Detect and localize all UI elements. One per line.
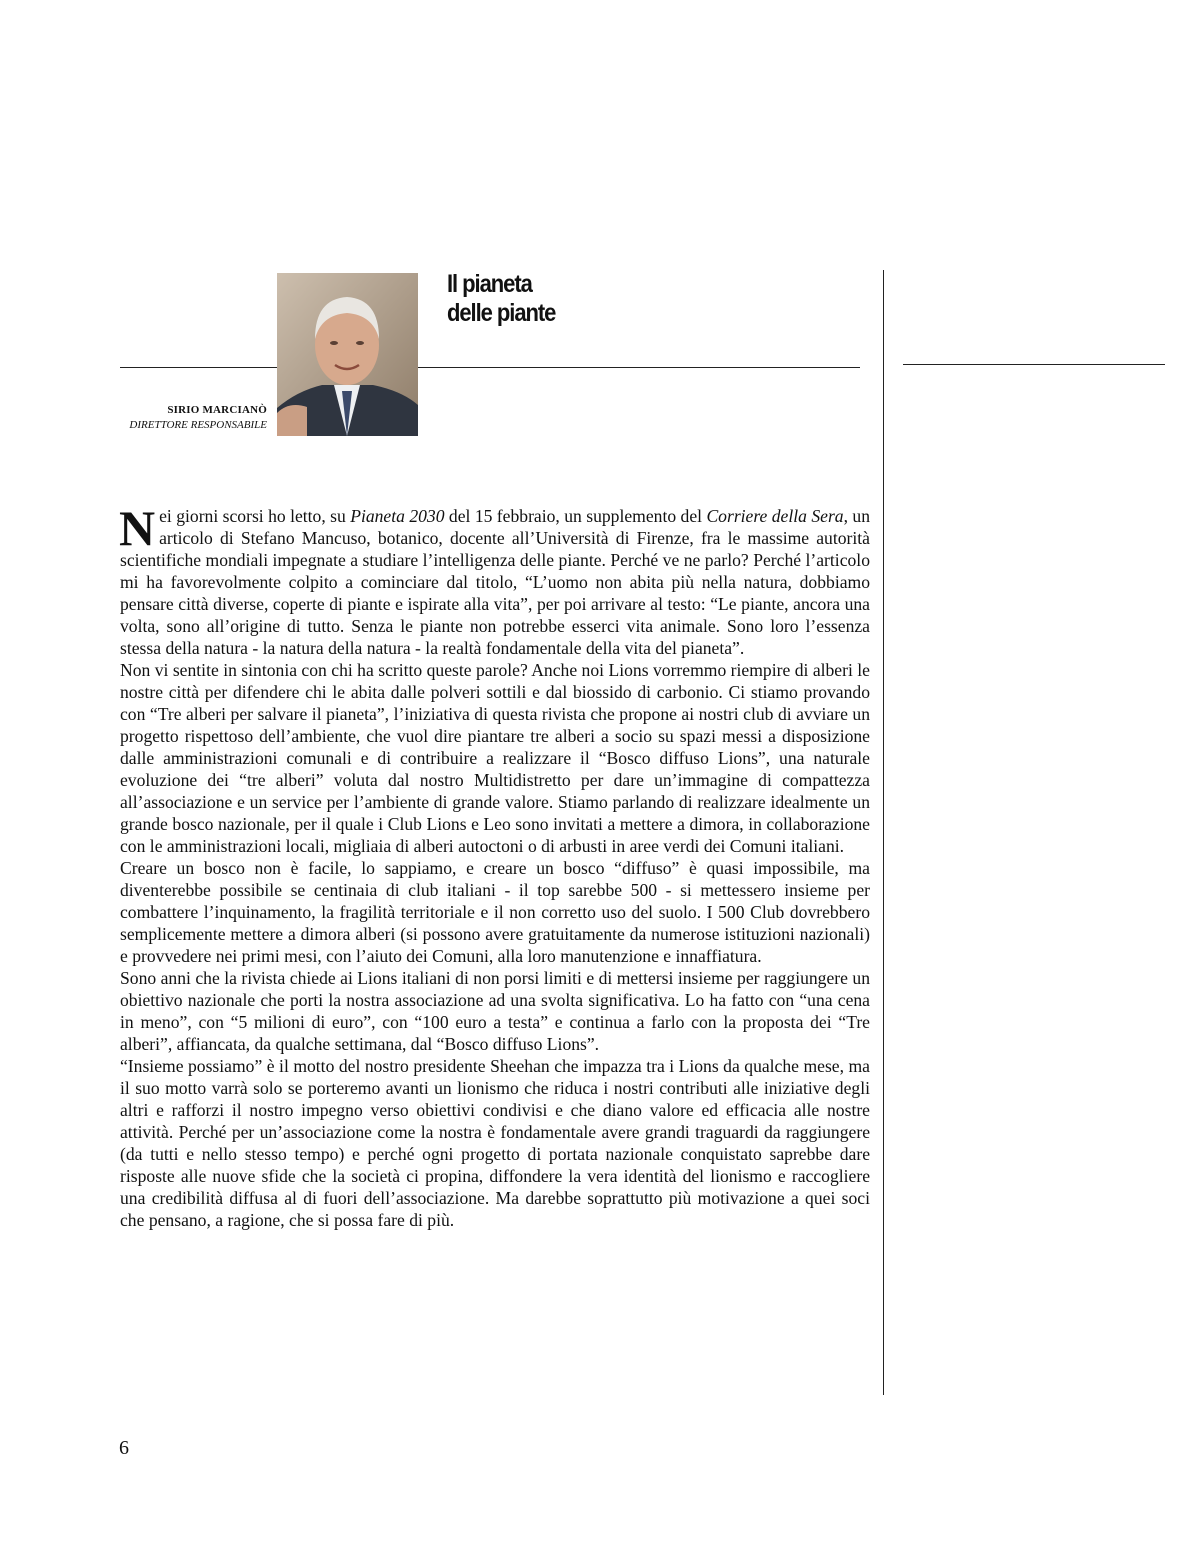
- paragraph-2: Non vi sentite in sintonia con chi ha scritto queste parole? Anche noi Lions vorremmo riempire di alberi le nostre città per difendere chi le abita dalle polveri sottili e dal biossido di carbonio. Ci stiamo provando con “Tre alberi per salvare il pianeta”, l’iniziativa di questa rivista che propone ai nostri club di avviare un progetto rispettoso dell’ambiente, che vuol dire piantare tre alberi a socio su spazi messi a disposizione dalle amministrazioni comunali e di contribuire a realizzare il “Bosco diffuso Lions”, una naturale evoluzione dei “tre alberi” voluta dal nostro Multidistretto per dare un’immagine di compattezza all’associazione e un service per l’ambiente di grande valore. Stiamo parlando di realizzare idealmente un grande bosco nazionale, per il quale i Club Lions e Leo sono invitati a mettere a dimora, in collaborazione con le amministrazioni locali, migliaia di alberi autoctoni o di arbusti in aree verdi dei Comuni italiani.: [120, 660, 870, 856]
- header-rule-right: [903, 364, 1165, 365]
- p1-italic-corriere: Corriere della Sera: [706, 506, 844, 526]
- title-line-2: delle piante: [447, 299, 556, 327]
- paragraph-3: Creare un bosco non è facile, lo sappiamo, e creare un bosco “diffuso” è quasi impossibile, ma diventerebbe possibile se centinaia di club italiani - il top sarebbe 500 - si mettessero insieme per combattere l’inquinamento, la fragilità territoriale e il non corretto uso del suolo. I 500 Club dovrebbero semplicemente mettere a dimora alberi (si possono avere gratuitamente da numerose istituzioni nazionali) e provvedere nei primi mesi, con l’aiuto dei Comuni, alla loro manutenzione e innaffiatura.: [120, 858, 870, 966]
- p1-text-3: , un articolo di Stefano Mancuso, botanico, docente all’Università di Firenze, fra le massime autorità scientifiche mondiali impegnate a studiare l’intelligenza delle piante. Perché ve ne parlo? Perché l’articolo mi ha favorevolmente colpito a cominciare dal titolo, “L’uomo non abita più nella natura, dobbiamo pensare città diverse, coperte di piante e ispirate alla vita”, per poi arrivare al testo: “Le piante, ancora una volta, sono all’origine di tutto. Senza le piante non potrebbe esserci vita animale. Sono loro l’essenza stessa della natura - la natura della natura - la realtà fondamentale della vita del pianeta”.: [120, 506, 871, 658]
- author-photo: [277, 273, 418, 436]
- column-divider: [883, 270, 884, 1395]
- page-number: 6: [119, 1437, 129, 1459]
- portrait-photo-icon: [277, 273, 418, 436]
- paragraph-4: Sono anni che la rivista chiede ai Lions italiani di non porsi limiti e di mettersi insieme per raggiungere un obiettivo nazionale che porti la nostra associazione ad una svolta significativa. Lo ha fatto con “una cena in meno”, con “5 milioni di euro”, con “100 euro a testa” e continua a farlo con la proposta dei “Tre alberi”, affiancata, da qualche settimana, dal “Bosco diffuso Lions”.: [120, 968, 870, 1054]
- article-body: [119, 500, 871, 1231]
- paragraph-1: [119, 500, 871, 659]
- author-role: DIRETTORE RESPONSABILE: [129, 419, 267, 431]
- author-name: SIRIO MARCIANÒ: [167, 404, 267, 416]
- p1-text-2: del 15 febbraio, un supplemento del: [444, 506, 707, 526]
- p1-text-1: ei giorni scorsi ho letto, su: [159, 506, 351, 526]
- author-byline: [129, 403, 267, 433]
- drop-cap: N: [119, 500, 156, 556]
- p1-italic-pianeta: Pianeta 2030: [350, 506, 445, 526]
- article-title: [447, 270, 555, 328]
- title-line-1: Il pianeta: [447, 270, 532, 298]
- header-rule-left: [120, 367, 860, 368]
- paragraph-5: “Insieme possiamo” è il motto del nostro presidente Sheehan che impazza tra i Lions da qualche mese, ma il suo motto varrà solo se porteremo avanti un lionismo che riduca i nostri contributi alle iniziative degli altri e rafforzi il nostro impegno verso obiettivi condivisi e che diano valore ed efficacia alle nostre attività. Perché per un’associazione come la nostra è fondamentale avere grandi traguardi da raggiungere (da tutti e nello stesso tempo) e perché ogni progetto di portata nazionale conquistato saprebbe dare risposte alle nuove sfide che la società ci propina, diffondere la vera identità del lionismo e raccogliere una credibilità diffusa al di fuori dell’associazione. Ma darebbe soprattutto più motivazione a quei soci che pensano, a ragione, che si possa fare di più.: [120, 1056, 870, 1230]
